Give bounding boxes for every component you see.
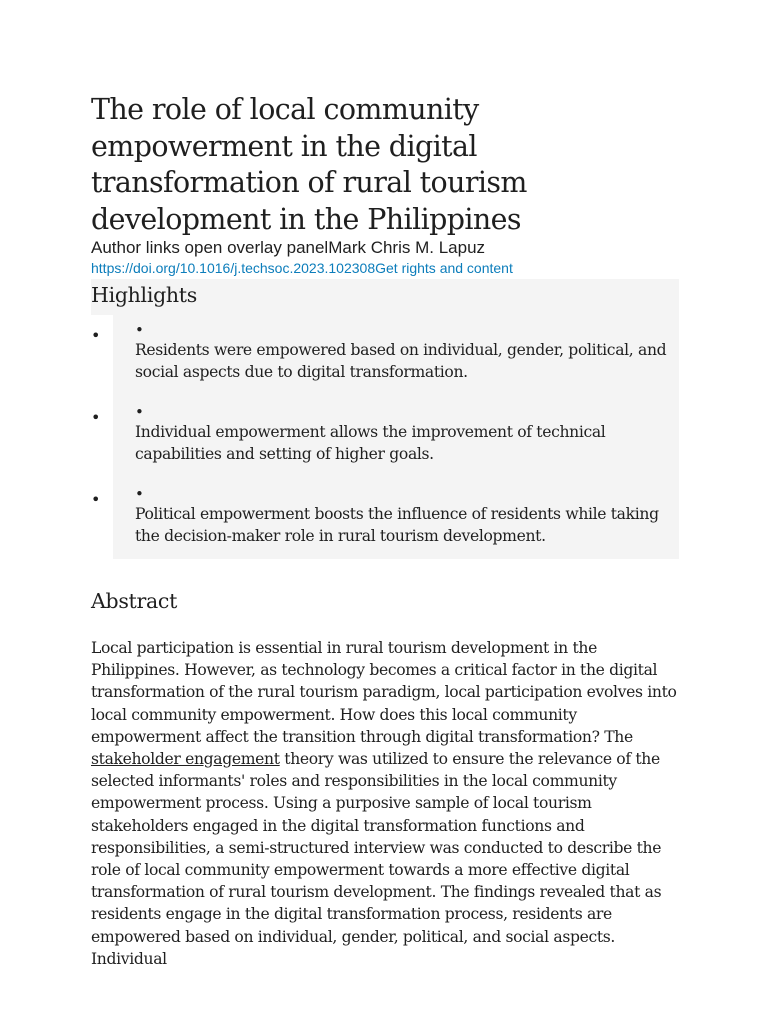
highlight-text: Political empowerment boosts the influence of residents while taking the decision-maker role in rural tourism development. (135, 505, 659, 545)
highlight-body (113, 315, 679, 397)
highlight-body (113, 479, 679, 559)
rights-link[interactable]: Get rights and content (375, 260, 513, 276)
bullet-icon: • (135, 403, 144, 421)
stakeholder-engagement-link[interactable]: stakeholder engagement (91, 750, 280, 769)
highlights-heading: Highlights (91, 279, 679, 315)
abstract-text (91, 637, 681, 970)
abstract-heading: Abstract (91, 589, 178, 613)
doi-link[interactable]: https://doi.org/10.1016/j.techsoc.2023.102308 (91, 260, 376, 276)
abstract-text-part-1: Local participation is essential in rural tourism development in the Philippines. However, as technology becomes a critical factor in the digital transformation of the rural tourism paradigm, local participation evolves into local community empowerment. How does this local community empowerment affect the transition through digital transformation? The (91, 639, 677, 746)
doi-line (91, 259, 681, 277)
author-name[interactable]: Mark Chris M. Lapuz (328, 238, 486, 257)
article-title: The role of local community empowerment in the digital transformation of rural tourism development in the Philippines (91, 93, 527, 236)
bullet-icon: • (135, 485, 144, 503)
list-item (91, 397, 679, 479)
list-item (91, 479, 679, 559)
abstract-text-part-2: theory was utilized to ensure the relevance of the selected informants' roles and responsibilities in the local community empowerment process. Using a purposive sample of local tourism stakeholders engaged in the digital transformation functions and responsibilities, a semi-structured interview was conducted to describe the role of local community empowerment towards a more effective digital transformation of rural tourism development. The findings revealed that as residents engage in the digital transformation process, residents are empowered based on individual, gender, political, and social aspects. Individual (91, 750, 662, 968)
highlight-text: Residents were empowered based on individual, gender, political, and social aspects due to digital transformation. (135, 341, 667, 381)
bullet-icon: • (69, 397, 113, 479)
bullet-icon: • (69, 315, 113, 397)
highlights-list (91, 315, 679, 559)
author-line (91, 238, 681, 258)
highlight-text: Individual empowerment allows the improvement of technical capabilities and setting of higher goals. (135, 423, 606, 463)
author-links-label[interactable]: Author links open overlay panel (91, 238, 329, 257)
highlights-section (91, 279, 679, 559)
list-item (91, 315, 679, 397)
highlight-body (113, 397, 679, 479)
bullet-icon: • (135, 321, 144, 339)
article-page (91, 92, 681, 970)
bullet-icon: • (69, 479, 113, 559)
